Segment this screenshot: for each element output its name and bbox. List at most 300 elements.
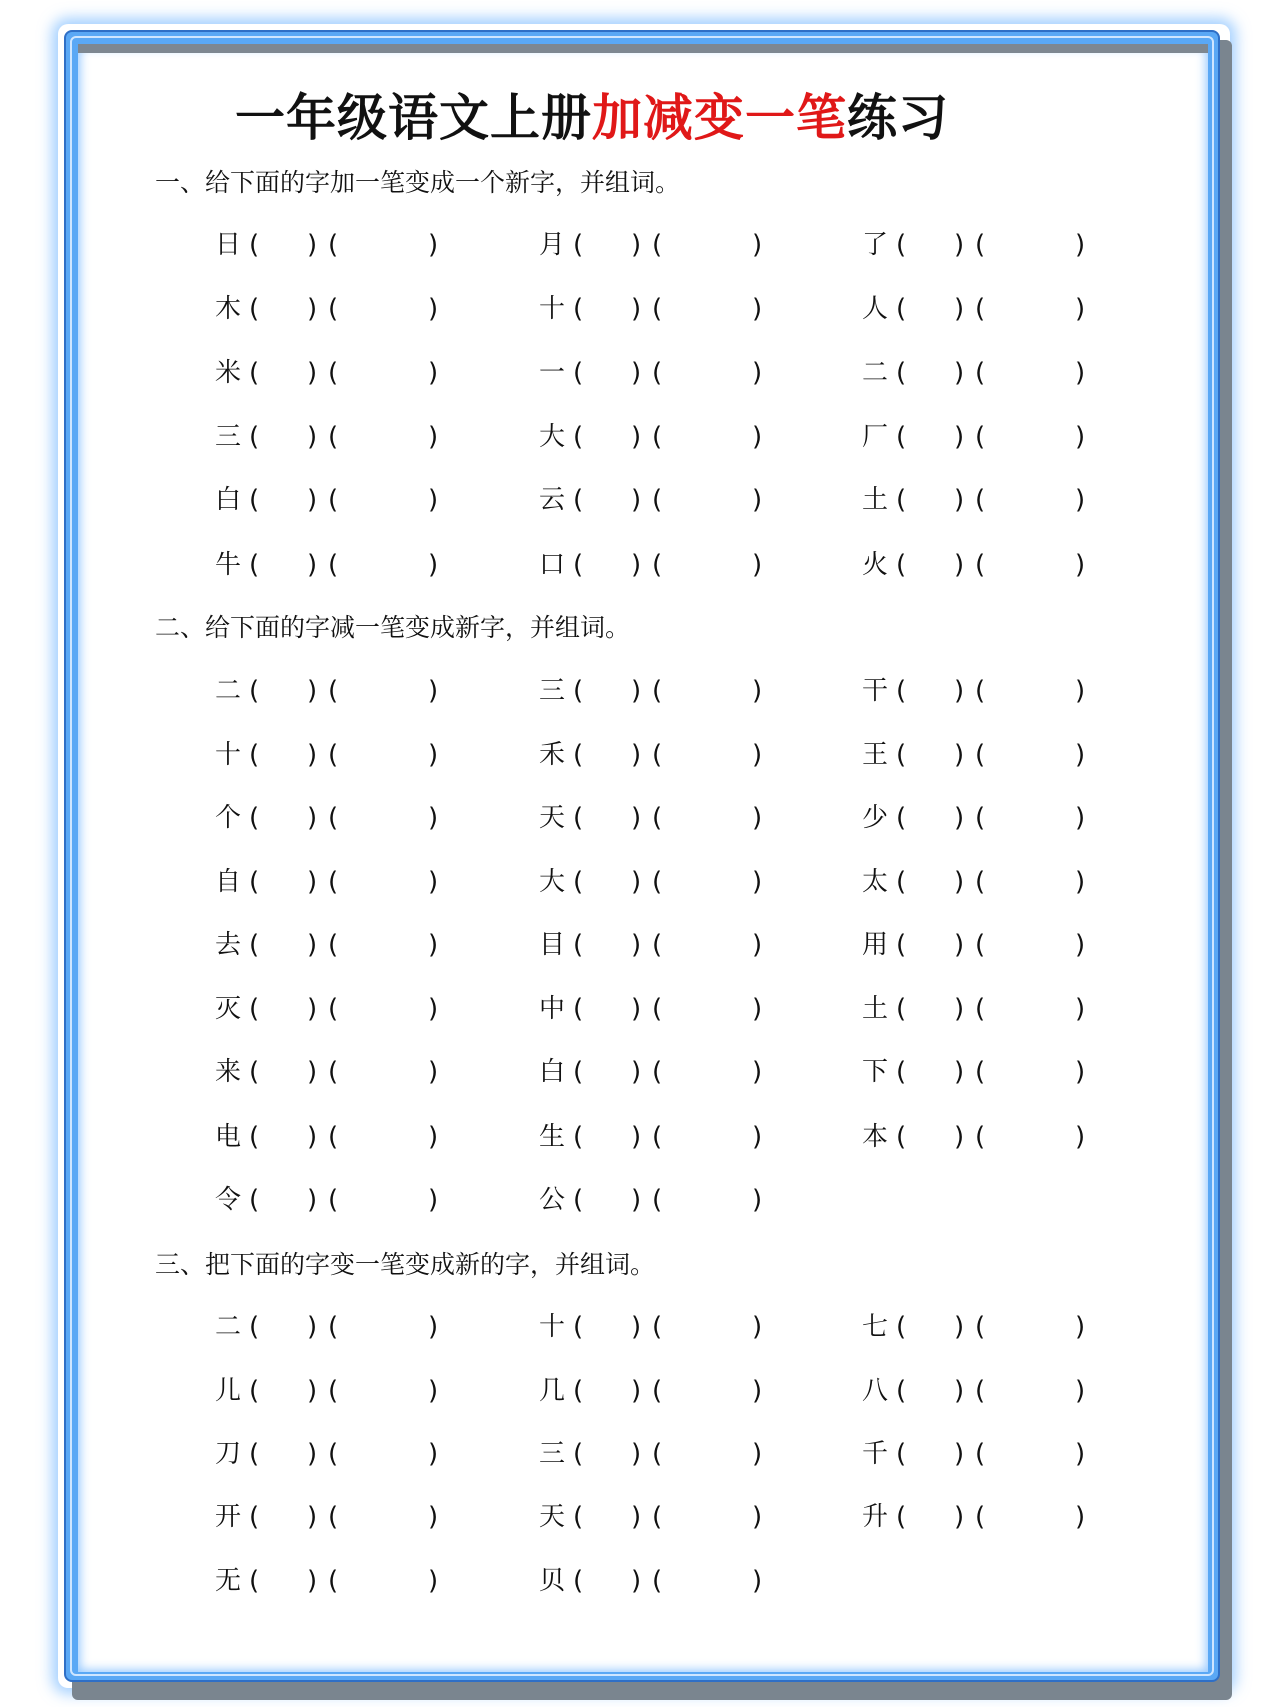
exercise-character: 十 xyxy=(539,1312,566,1342)
answer-char-open-paren: ( xyxy=(249,485,260,515)
answer-word-close-paren: ) xyxy=(1075,358,1086,388)
answer-word-close-paren: ) xyxy=(1075,1439,1086,1469)
exercise-character: 天 xyxy=(539,803,566,833)
answer-word-open-paren: ( xyxy=(328,485,339,515)
answer-char-open-paren: ( xyxy=(573,1566,584,1596)
answer-char-open-paren: ( xyxy=(249,1057,260,1087)
answer-word-open-paren: ( xyxy=(975,294,986,324)
exercise-character: 千 xyxy=(862,1439,889,1469)
answer-word-close-paren: ) xyxy=(428,1057,439,1087)
answer-word-open-paren: ( xyxy=(652,803,663,833)
exercise-character: 生 xyxy=(539,1122,566,1152)
answer-word-open-paren: ( xyxy=(652,358,663,388)
answer-char-open-paren: ( xyxy=(249,1185,260,1215)
answer-word-close-paren: ) xyxy=(1075,676,1086,706)
exercise-character: 无 xyxy=(215,1566,242,1596)
answer-word-open-paren: ( xyxy=(975,550,986,580)
answer-char-open-paren: ( xyxy=(573,1122,584,1152)
answer-char-close-paren: ) xyxy=(631,294,642,324)
answer-char-close-paren: ) xyxy=(954,550,965,580)
answer-word-open-paren: ( xyxy=(328,867,339,897)
exercise-character: 目 xyxy=(539,930,566,960)
answer-word-close-paren: ) xyxy=(752,1185,763,1215)
answer-word-close-paren: ) xyxy=(1075,1376,1086,1406)
exercise-character: 刀 xyxy=(215,1439,242,1469)
section-2-heading: 二、给下面的字减一笔变成新字，并组词。 xyxy=(155,613,631,642)
answer-word-close-paren: ) xyxy=(428,1439,439,1469)
exercise-character: 日 xyxy=(215,230,242,260)
exercise-item xyxy=(862,357,1122,389)
answer-char-close-paren: ) xyxy=(631,867,642,897)
exercise-character: 开 xyxy=(215,1502,242,1532)
answer-char-close-paren: ) xyxy=(631,1502,642,1532)
exercise-item xyxy=(539,1375,799,1407)
exercise-character: 太 xyxy=(862,867,889,897)
exercise-item xyxy=(862,1501,1122,1533)
answer-word-open-paren: ( xyxy=(328,1185,339,1215)
answer-word-close-paren: ) xyxy=(428,1122,439,1152)
answer-char-close-paren: ) xyxy=(954,930,965,960)
answer-word-close-paren: ) xyxy=(428,930,439,960)
answer-word-close-paren: ) xyxy=(428,358,439,388)
answer-char-close-paren: ) xyxy=(307,1057,318,1087)
exercise-character: 厂 xyxy=(862,422,889,452)
exercise-item xyxy=(215,293,475,325)
answer-char-open-paren: ( xyxy=(573,994,584,1024)
exercise-item xyxy=(862,993,1122,1025)
exercise-character: 儿 xyxy=(215,1376,242,1406)
answer-char-open-paren: ( xyxy=(249,230,260,260)
exercise-item xyxy=(215,1121,475,1153)
answer-word-close-paren: ) xyxy=(1075,230,1086,260)
exercise-character: 八 xyxy=(862,1376,889,1406)
answer-word-close-paren: ) xyxy=(1075,485,1086,515)
answer-word-open-paren: ( xyxy=(652,294,663,324)
exercise-item xyxy=(539,802,799,834)
exercise-character: 少 xyxy=(862,803,889,833)
exercise-item xyxy=(862,739,1122,771)
exercise-item xyxy=(215,421,475,453)
answer-char-open-paren: ( xyxy=(896,740,907,770)
answer-char-open-paren: ( xyxy=(249,550,260,580)
exercise-character: 白 xyxy=(539,1057,566,1087)
exercise-character: 了 xyxy=(862,230,889,260)
answer-char-close-paren: ) xyxy=(307,294,318,324)
answer-char-close-paren: ) xyxy=(954,358,965,388)
exercise-character: 十 xyxy=(539,294,566,324)
answer-char-open-paren: ( xyxy=(896,485,907,515)
answer-word-close-paren: ) xyxy=(428,1312,439,1342)
exercise-item xyxy=(539,293,799,325)
answer-word-close-paren: ) xyxy=(428,1566,439,1596)
exercise-item xyxy=(215,1375,475,1407)
exercise-item xyxy=(862,929,1122,961)
title-part-highlight: 加减变一笔 xyxy=(592,89,847,147)
exercise-character: 三 xyxy=(215,422,242,452)
answer-word-close-paren: ) xyxy=(752,1439,763,1469)
answer-word-open-paren: ( xyxy=(652,230,663,260)
answer-word-close-paren: ) xyxy=(752,550,763,580)
exercise-character: 二 xyxy=(215,1312,242,1342)
exercise-item xyxy=(539,1121,799,1153)
answer-char-close-paren: ) xyxy=(631,994,642,1024)
exercise-character: 一 xyxy=(539,358,566,388)
answer-word-close-paren: ) xyxy=(428,994,439,1024)
answer-word-close-paren: ) xyxy=(752,803,763,833)
answer-word-close-paren: ) xyxy=(1075,1122,1086,1152)
exercise-item xyxy=(862,866,1122,898)
answer-char-open-paren: ( xyxy=(573,676,584,706)
exercise-item xyxy=(862,1121,1122,1153)
answer-char-close-paren: ) xyxy=(954,740,965,770)
answer-word-open-paren: ( xyxy=(975,1122,986,1152)
exercise-item xyxy=(215,1501,475,1533)
exercise-item xyxy=(539,1501,799,1533)
exercise-character: 土 xyxy=(862,485,889,515)
answer-char-close-paren: ) xyxy=(307,1439,318,1469)
answer-word-open-paren: ( xyxy=(652,740,663,770)
exercise-item xyxy=(539,1565,799,1597)
answer-char-open-paren: ( xyxy=(896,1122,907,1152)
answer-word-open-paren: ( xyxy=(328,740,339,770)
answer-char-close-paren: ) xyxy=(307,550,318,580)
answer-word-close-paren: ) xyxy=(428,230,439,260)
exercise-item xyxy=(215,1184,475,1216)
answer-word-open-paren: ( xyxy=(652,1502,663,1532)
answer-char-close-paren: ) xyxy=(954,1439,965,1469)
answer-char-close-paren: ) xyxy=(631,1376,642,1406)
answer-word-close-paren: ) xyxy=(428,676,439,706)
title-part-3: 练习 xyxy=(847,89,949,147)
page-title xyxy=(235,88,949,148)
answer-word-close-paren: ) xyxy=(752,1122,763,1152)
answer-char-close-paren: ) xyxy=(307,358,318,388)
answer-word-open-paren: ( xyxy=(652,1312,663,1342)
exercise-item xyxy=(539,1438,799,1470)
answer-char-open-paren: ( xyxy=(896,930,907,960)
exercise-item xyxy=(862,229,1122,261)
exercise-character: 禾 xyxy=(539,740,566,770)
exercise-item xyxy=(862,484,1122,516)
exercise-character: 中 xyxy=(539,994,566,1024)
answer-char-open-paren: ( xyxy=(573,358,584,388)
answer-char-open-paren: ( xyxy=(573,1185,584,1215)
answer-word-open-paren: ( xyxy=(975,422,986,452)
answer-char-open-paren: ( xyxy=(249,1566,260,1596)
answer-word-close-paren: ) xyxy=(428,1376,439,1406)
title-part-1: 一年级语文上册 xyxy=(235,89,592,147)
answer-word-open-paren: ( xyxy=(328,230,339,260)
exercise-character: 七 xyxy=(862,1312,889,1342)
answer-char-close-paren: ) xyxy=(631,1439,642,1469)
exercise-character: 云 xyxy=(539,485,566,515)
exercise-item xyxy=(215,484,475,516)
exercise-item xyxy=(539,229,799,261)
answer-word-open-paren: ( xyxy=(975,1376,986,1406)
exercise-item xyxy=(215,866,475,898)
answer-word-close-paren: ) xyxy=(752,930,763,960)
exercise-item xyxy=(215,929,475,961)
answer-word-close-paren: ) xyxy=(428,867,439,897)
answer-char-open-paren: ( xyxy=(896,1502,907,1532)
answer-word-open-paren: ( xyxy=(975,1502,986,1532)
answer-word-open-paren: ( xyxy=(975,1057,986,1087)
answer-char-open-paren: ( xyxy=(896,1376,907,1406)
answer-char-open-paren: ( xyxy=(573,1502,584,1532)
answer-word-open-paren: ( xyxy=(328,1312,339,1342)
exercise-character: 大 xyxy=(539,867,566,897)
answer-char-close-paren: ) xyxy=(631,485,642,515)
answer-word-open-paren: ( xyxy=(652,485,663,515)
exercise-item xyxy=(862,549,1122,581)
answer-char-close-paren: ) xyxy=(307,1502,318,1532)
answer-word-open-paren: ( xyxy=(975,930,986,960)
exercise-character: 白 xyxy=(215,485,242,515)
answer-char-open-paren: ( xyxy=(249,930,260,960)
answer-char-open-paren: ( xyxy=(249,994,260,1024)
answer-word-close-paren: ) xyxy=(752,1057,763,1087)
answer-word-open-paren: ( xyxy=(328,994,339,1024)
exercise-character: 升 xyxy=(862,1502,889,1532)
section-1-heading: 一、给下面的字加一笔变成一个新字，并组词。 xyxy=(155,168,681,197)
answer-word-open-paren: ( xyxy=(328,1122,339,1152)
answer-word-open-paren: ( xyxy=(328,803,339,833)
answer-word-open-paren: ( xyxy=(652,1185,663,1215)
section-3-heading: 三、把下面的字变一笔变成新的字，并组词。 xyxy=(155,1250,656,1279)
exercise-character: 口 xyxy=(539,550,566,580)
answer-word-open-paren: ( xyxy=(652,1376,663,1406)
answer-char-open-paren: ( xyxy=(573,930,584,960)
exercise-item xyxy=(539,929,799,961)
answer-word-close-paren: ) xyxy=(752,994,763,1024)
answer-word-close-paren: ) xyxy=(1075,1502,1086,1532)
answer-char-open-paren: ( xyxy=(249,803,260,833)
answer-word-close-paren: ) xyxy=(752,867,763,897)
answer-word-close-paren: ) xyxy=(752,1566,763,1596)
answer-word-close-paren: ) xyxy=(1075,740,1086,770)
exercise-character: 火 xyxy=(862,550,889,580)
exercise-character: 米 xyxy=(215,358,242,388)
answer-word-open-paren: ( xyxy=(328,1376,339,1406)
exercise-item xyxy=(539,484,799,516)
exercise-item xyxy=(539,549,799,581)
exercise-character: 灭 xyxy=(215,994,242,1024)
exercise-character: 王 xyxy=(862,740,889,770)
answer-word-close-paren: ) xyxy=(752,485,763,515)
exercise-character: 去 xyxy=(215,930,242,960)
answer-char-open-paren: ( xyxy=(249,1122,260,1152)
answer-char-close-paren: ) xyxy=(631,1312,642,1342)
answer-char-open-paren: ( xyxy=(573,1312,584,1342)
exercise-character: 本 xyxy=(862,1122,889,1152)
answer-char-open-paren: ( xyxy=(573,803,584,833)
answer-char-open-paren: ( xyxy=(896,803,907,833)
answer-char-close-paren: ) xyxy=(954,485,965,515)
answer-char-open-paren: ( xyxy=(249,676,260,706)
answer-char-open-paren: ( xyxy=(249,1502,260,1532)
answer-word-open-paren: ( xyxy=(328,676,339,706)
answer-word-close-paren: ) xyxy=(752,1312,763,1342)
answer-char-close-paren: ) xyxy=(954,1502,965,1532)
answer-char-open-paren: ( xyxy=(896,867,907,897)
answer-word-open-paren: ( xyxy=(652,1057,663,1087)
answer-word-open-paren: ( xyxy=(652,422,663,452)
exercise-item xyxy=(539,1311,799,1343)
exercise-character: 令 xyxy=(215,1185,242,1215)
answer-char-close-paren: ) xyxy=(954,1122,965,1152)
answer-word-close-paren: ) xyxy=(1075,994,1086,1024)
answer-char-open-paren: ( xyxy=(249,294,260,324)
answer-word-close-paren: ) xyxy=(1075,1312,1086,1342)
answer-char-close-paren: ) xyxy=(307,1376,318,1406)
answer-word-open-paren: ( xyxy=(328,930,339,960)
exercise-item xyxy=(862,421,1122,453)
exercise-item xyxy=(539,421,799,453)
exercise-item xyxy=(862,293,1122,325)
answer-char-close-paren: ) xyxy=(307,422,318,452)
answer-word-open-paren: ( xyxy=(652,994,663,1024)
exercise-item xyxy=(539,993,799,1025)
answer-char-close-paren: ) xyxy=(631,1185,642,1215)
exercise-item xyxy=(215,1438,475,1470)
exercise-character: 人 xyxy=(862,294,889,324)
answer-word-open-paren: ( xyxy=(652,676,663,706)
answer-word-close-paren: ) xyxy=(752,422,763,452)
answer-char-close-paren: ) xyxy=(954,230,965,260)
answer-word-open-paren: ( xyxy=(652,930,663,960)
exercise-item xyxy=(215,802,475,834)
answer-char-close-paren: ) xyxy=(954,1057,965,1087)
exercise-character: 电 xyxy=(215,1122,242,1152)
answer-char-close-paren: ) xyxy=(307,1566,318,1596)
answer-word-open-paren: ( xyxy=(975,358,986,388)
answer-char-open-paren: ( xyxy=(896,230,907,260)
answer-word-open-paren: ( xyxy=(652,867,663,897)
answer-word-close-paren: ) xyxy=(1075,422,1086,452)
answer-char-open-paren: ( xyxy=(896,358,907,388)
answer-char-open-paren: ( xyxy=(896,294,907,324)
answer-char-close-paren: ) xyxy=(307,230,318,260)
answer-word-open-paren: ( xyxy=(975,230,986,260)
answer-char-close-paren: ) xyxy=(631,740,642,770)
exercise-item xyxy=(539,357,799,389)
answer-word-open-paren: ( xyxy=(328,1057,339,1087)
answer-char-open-paren: ( xyxy=(573,485,584,515)
answer-char-close-paren: ) xyxy=(954,803,965,833)
answer-word-close-paren: ) xyxy=(752,676,763,706)
answer-char-close-paren: ) xyxy=(307,930,318,960)
answer-char-close-paren: ) xyxy=(631,550,642,580)
answer-char-open-paren: ( xyxy=(896,676,907,706)
answer-char-close-paren: ) xyxy=(954,1312,965,1342)
answer-char-close-paren: ) xyxy=(631,803,642,833)
answer-char-close-paren: ) xyxy=(307,994,318,1024)
exercise-item xyxy=(215,739,475,771)
answer-word-open-paren: ( xyxy=(328,1502,339,1532)
answer-char-close-paren: ) xyxy=(307,1312,318,1342)
answer-char-open-paren: ( xyxy=(249,422,260,452)
exercise-character: 牛 xyxy=(215,550,242,580)
answer-word-close-paren: ) xyxy=(428,1185,439,1215)
exercise-character: 天 xyxy=(539,1502,566,1532)
exercise-character: 贝 xyxy=(539,1566,566,1596)
exercise-character: 二 xyxy=(862,358,889,388)
answer-word-open-paren: ( xyxy=(328,294,339,324)
answer-char-close-paren: ) xyxy=(307,485,318,515)
answer-char-close-paren: ) xyxy=(307,1185,318,1215)
answer-word-close-paren: ) xyxy=(428,740,439,770)
answer-char-open-paren: ( xyxy=(896,1439,907,1469)
answer-word-open-paren: ( xyxy=(328,1439,339,1469)
answer-word-open-paren: ( xyxy=(328,422,339,452)
answer-word-open-paren: ( xyxy=(975,994,986,1024)
exercise-character: 公 xyxy=(539,1185,566,1215)
answer-char-open-paren: ( xyxy=(896,1312,907,1342)
answer-char-close-paren: ) xyxy=(954,867,965,897)
exercise-item xyxy=(539,1056,799,1088)
answer-word-close-paren: ) xyxy=(1075,1057,1086,1087)
exercise-character: 十 xyxy=(215,740,242,770)
answer-word-open-paren: ( xyxy=(975,485,986,515)
answer-char-open-paren: ( xyxy=(249,867,260,897)
answer-char-close-paren: ) xyxy=(954,422,965,452)
answer-char-open-paren: ( xyxy=(896,550,907,580)
exercise-item xyxy=(539,675,799,707)
answer-word-close-paren: ) xyxy=(1075,550,1086,580)
answer-char-open-paren: ( xyxy=(573,867,584,897)
answer-char-open-paren: ( xyxy=(573,550,584,580)
frame-top-bar xyxy=(78,44,1208,53)
exercise-character: 三 xyxy=(539,676,566,706)
answer-char-open-paren: ( xyxy=(249,1439,260,1469)
answer-char-open-paren: ( xyxy=(573,422,584,452)
answer-char-open-paren: ( xyxy=(573,1057,584,1087)
exercise-item xyxy=(862,802,1122,834)
exercise-item xyxy=(862,1375,1122,1407)
answer-char-close-paren: ) xyxy=(631,1057,642,1087)
answer-word-close-paren: ) xyxy=(1075,867,1086,897)
answer-word-close-paren: ) xyxy=(428,1502,439,1532)
exercise-item xyxy=(862,1056,1122,1088)
exercise-item xyxy=(539,1184,799,1216)
answer-word-open-paren: ( xyxy=(328,358,339,388)
exercise-character: 月 xyxy=(539,230,566,260)
worksheet-paper xyxy=(78,46,1208,1672)
answer-word-close-paren: ) xyxy=(1075,803,1086,833)
answer-char-open-paren: ( xyxy=(573,740,584,770)
answer-word-open-paren: ( xyxy=(652,550,663,580)
answer-char-open-paren: ( xyxy=(896,422,907,452)
answer-char-close-paren: ) xyxy=(954,1376,965,1406)
answer-word-close-paren: ) xyxy=(428,550,439,580)
answer-char-open-paren: ( xyxy=(896,994,907,1024)
answer-word-open-paren: ( xyxy=(652,1439,663,1469)
answer-char-close-paren: ) xyxy=(631,358,642,388)
answer-char-close-paren: ) xyxy=(954,676,965,706)
exercise-character: 土 xyxy=(862,994,889,1024)
answer-word-open-paren: ( xyxy=(975,867,986,897)
answer-char-open-paren: ( xyxy=(896,1057,907,1087)
answer-char-open-paren: ( xyxy=(573,1376,584,1406)
answer-word-close-paren: ) xyxy=(428,803,439,833)
answer-word-open-paren: ( xyxy=(975,803,986,833)
answer-word-open-paren: ( xyxy=(652,1122,663,1152)
answer-word-close-paren: ) xyxy=(1075,930,1086,960)
answer-word-open-paren: ( xyxy=(975,740,986,770)
exercise-character: 木 xyxy=(215,294,242,324)
exercise-item xyxy=(539,866,799,898)
answer-char-close-paren: ) xyxy=(631,230,642,260)
